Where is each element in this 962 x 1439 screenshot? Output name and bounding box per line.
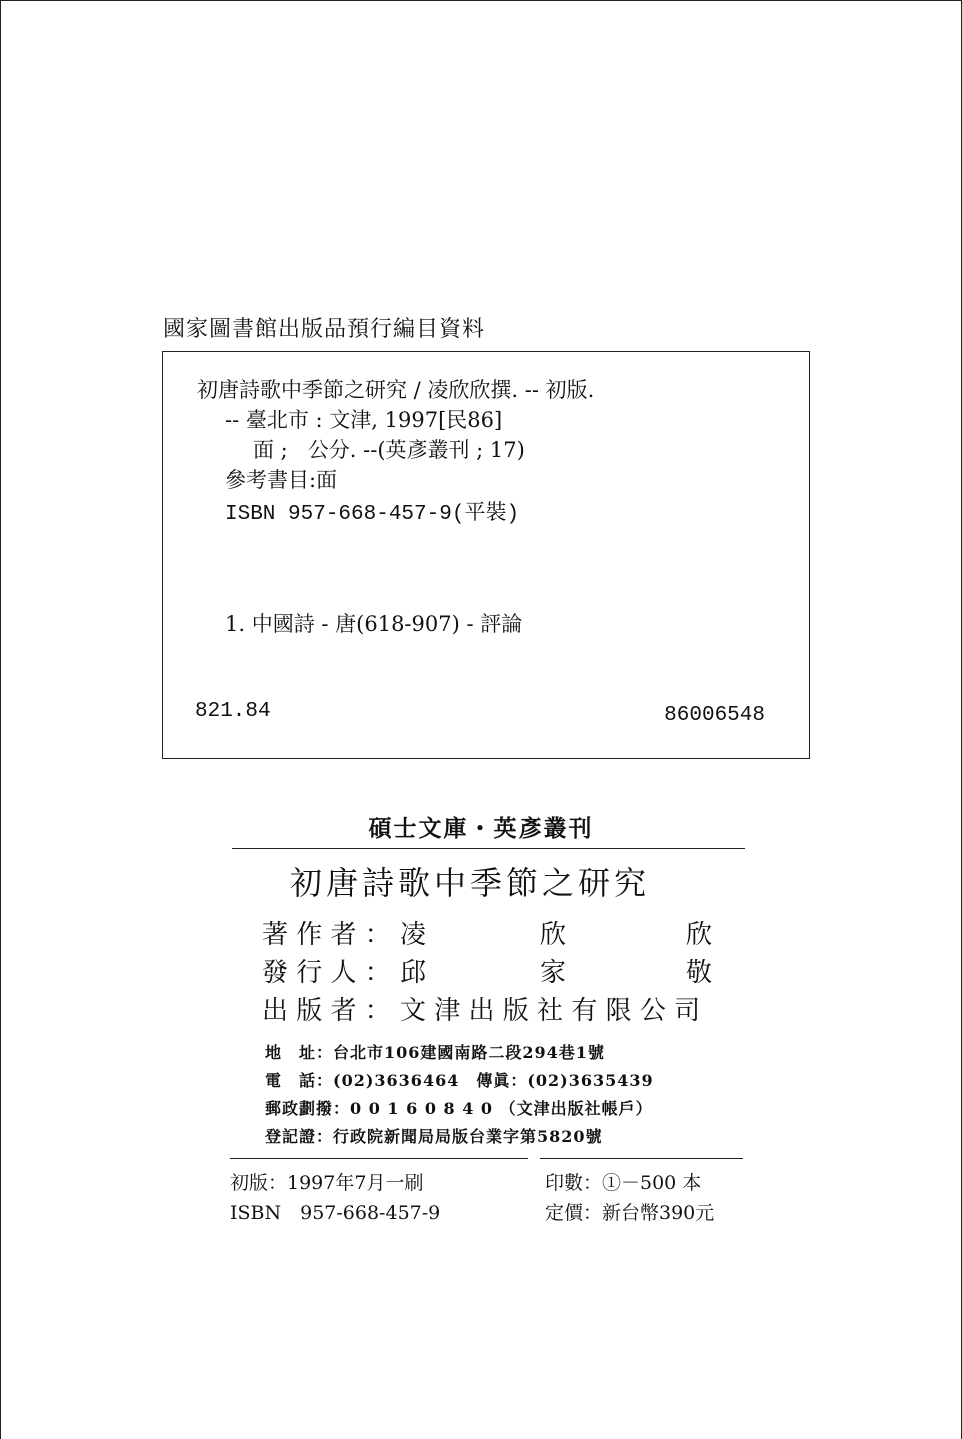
- footer-rule-left: [230, 1158, 528, 1159]
- publisher-label: 出 版 者 ：: [262, 996, 391, 1026]
- cip-imprint-line: -- 臺北市 : 文津, 1997[民86]: [225, 408, 503, 432]
- page-border-top: [0, 0, 962, 1]
- publisher-row: [262, 990, 712, 1026]
- postal-account-line: 郵政劃撥：0 0 1 6 0 8 4 0 （文津出版社帳戶）: [265, 1099, 653, 1118]
- cip-record-number: 86006548: [664, 704, 765, 727]
- publisher-name: 文 津 出 版 社 有 限 公 司: [400, 996, 701, 1026]
- page-border-left: [0, 0, 1, 1439]
- author-row: [262, 914, 712, 950]
- print-run-line: 印數：①－500 本: [545, 1172, 702, 1194]
- cip-title-line: 初唐詩歌中季節之研究 / 凌欣欣撰. -- 初版.: [197, 378, 595, 402]
- isbn-line: ISBN 957-668-457-9: [230, 1202, 441, 1224]
- author-label: 著 作 者 ：: [262, 920, 391, 950]
- cip-class-number: 821.84: [195, 700, 271, 723]
- series-title: 碩士文庫・英彥叢刊: [368, 816, 594, 842]
- cip-bibliography-line: 參考書目:面: [225, 468, 338, 492]
- cip-collation-line: 面 ; 公分. --(英彥叢刊 ; 17): [253, 438, 525, 462]
- series-rule: [232, 848, 745, 849]
- registration-line: 登記證：行政院新聞局局版台業字第5820號: [265, 1127, 603, 1146]
- cip-heading: 國家圖書館出版品預行編目資料: [163, 317, 486, 342]
- issuer-label: 發 行 人 ：: [262, 958, 391, 988]
- cip-record-box: [162, 351, 810, 759]
- author-name-char-3: 欣: [686, 920, 713, 950]
- issuer-name-char-3: 敬: [686, 958, 713, 988]
- issuer-name-char-1: 邱: [400, 958, 427, 988]
- issuer-row: [262, 952, 712, 988]
- footer-rule-right: [540, 1158, 743, 1159]
- author-name-char-1: 凌: [400, 920, 427, 950]
- author-name-char-2: 欣: [540, 920, 567, 950]
- phone-line: 電 話：(02)3636464 傳眞：(02)3635439: [265, 1071, 654, 1090]
- issuer-name-char-2: 家: [540, 958, 567, 988]
- address-line: 地 址：台北市106建國南路二段294巷1號: [265, 1043, 605, 1062]
- edition-line: 初版：1997年7月一刷: [230, 1172, 424, 1194]
- book-title: 初唐詩歌中季節之研究: [290, 864, 651, 902]
- cip-isbn-line: ISBN 957-668-457-9(平裝): [225, 503, 520, 526]
- cip-subject-line: 1. 中國詩 - 唐(618-907) - 評論: [225, 612, 523, 636]
- price-line: 定價：新台幣390元: [545, 1202, 715, 1224]
